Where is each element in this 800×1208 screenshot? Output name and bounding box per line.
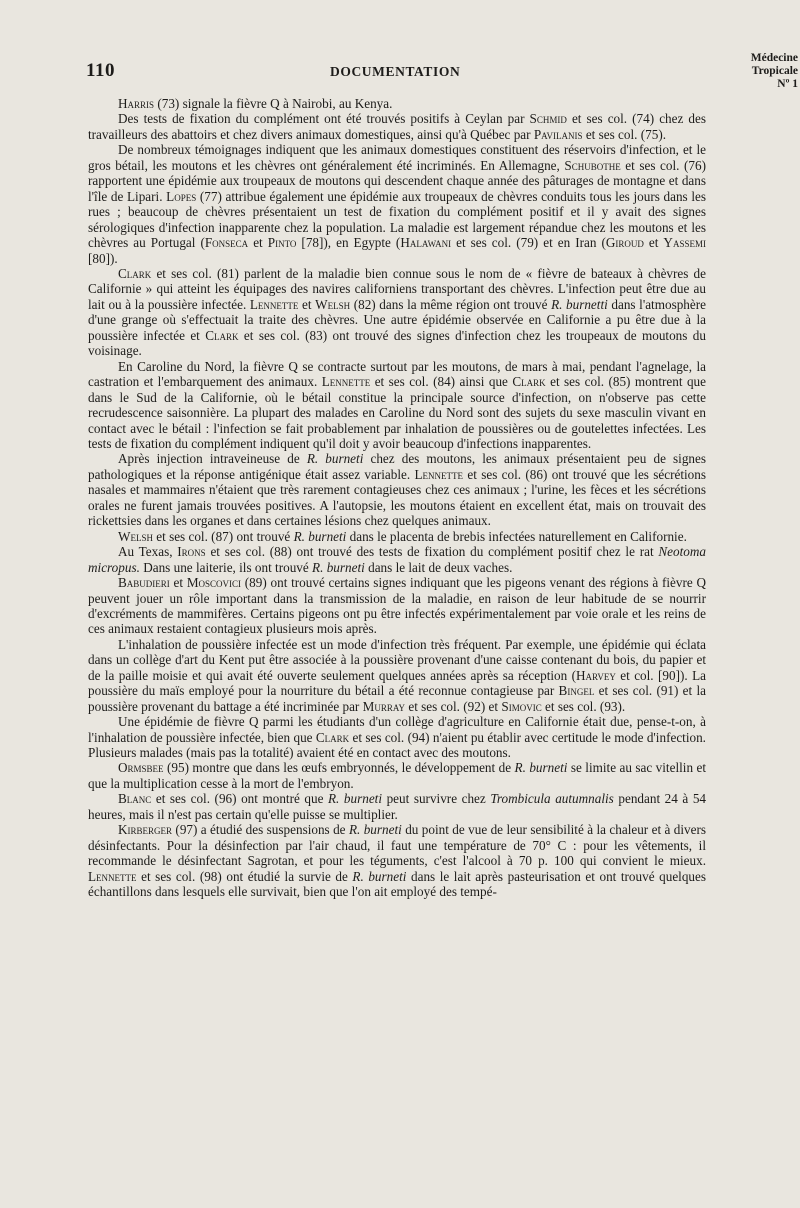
italic-term: R. burneti xyxy=(514,760,568,776)
text-run: et ses col. (98) ont étudié la survie de xyxy=(136,868,353,884)
text-run: et ses col. (84) ainsi que xyxy=(370,374,513,390)
author-name: Blanc xyxy=(118,791,152,807)
text-run: (73) signale la fièvre Q à Nairobi, au Kenya. xyxy=(154,96,393,111)
text-run: et ses col. (81) parlent de la maladie bien connue sous le nom de « fièvre de bateaux à chèvres de Californie » qui atteint les équipages des navires californiens transportant des chèvres. L'infection peut être due au lait ou à la poussière infectée. xyxy=(88,265,706,312)
text-run: et ses col. (85) montrent que dans le Sud de la Californie, où le bétail constitue la principale source d'infection, on n'observe pas cette recrudescence saisonnière. La plupart des malades en Caroline du Nord sont des sujets du sexe masculin vivant en contact avec le bétail : l'infection se fait probablement par inhalation de poussières ou de goutelettes infectées. Les tests de fixation du complément indiquent qu'il doit y avoir beaucoup d'infections inapparentes. xyxy=(88,374,706,451)
journal-tab-line: Tropicale xyxy=(751,65,798,77)
text-run: peut survivre chez xyxy=(382,791,491,807)
paragraph xyxy=(88,96,706,111)
author-name: Schubothe xyxy=(564,157,621,173)
text-run: et ses col. (87) ont trouvé xyxy=(152,528,294,544)
text-run: En Caroline du Nord, la fièvre Q se contracte surtout par les moutons, de mars à mai, pendant l'agnelage, la castration et l'embarquement des animaux. xyxy=(88,358,706,390)
author-name: Clark xyxy=(315,729,350,745)
text-run: et ses col. (96) ont montré que xyxy=(151,791,328,807)
journal-tab-line: Nº 1 xyxy=(777,78,798,90)
text-run: dans le placenta de brebis infectées naturellement en Californie. xyxy=(346,528,687,544)
text-run: pendant 24 à 54 heures, mais il n'est pas certain qu'elle puisse se multiplier. xyxy=(88,791,707,822)
italic-term: Neotoma micropus. xyxy=(88,544,706,575)
text-run: (77) attribue également une épidémie aux troupeaux de chèvres conduits tous les jours dans les rues ; beaucoup de chèvres présentaient un test de fixation du complément positif et il y avait des signes sérologiques d'infection inapparente chez la population. La maladie est largement répandue chez les moutons et les chèvres au Portugal ( xyxy=(88,188,706,251)
text-run: et ses col. (94) n'aient pu établir avec certitude le mode d'infection. Plusieurs malades (mais pas la totalité) avaient été en contact avec des moutons. xyxy=(88,729,706,761)
paragraph xyxy=(88,111,706,142)
author-name: Clark xyxy=(118,265,152,281)
text-run: Des tests de fixation du complément ont été trouvés positifs à Ceylan par xyxy=(118,111,530,127)
italic-term: R. burnetti xyxy=(551,296,608,312)
author-name: Ormsbee xyxy=(118,760,164,776)
text-run: et ses col. (83) ont trouvé des signes d'infection chez les troupeaux de moutons du voisinage. xyxy=(88,327,706,359)
text-run: Dans une laiterie, ils ont trouvé xyxy=(139,559,313,575)
text-run: Après injection intraveineuse de xyxy=(118,451,307,467)
text-run: et ses col. (74) chez des travailleurs des abattoirs et chez divers animaux domestiques, ainsi qu'à Québec par xyxy=(88,111,706,142)
body-text xyxy=(88,96,706,900)
text-run: [78]), en Egypte ( xyxy=(296,235,401,251)
author-name: Harvey xyxy=(576,667,616,683)
author-name: Halawani xyxy=(400,235,452,251)
author-name: Lennette xyxy=(249,296,299,312)
author-name: Pinto xyxy=(267,235,297,251)
paragraph xyxy=(88,529,706,544)
paragraph xyxy=(88,359,706,452)
journal-tab xyxy=(728,52,798,91)
author-name: Moscovici xyxy=(186,575,242,591)
author-name: Lennette xyxy=(321,374,371,390)
author-name: Clark xyxy=(512,374,546,390)
text-run: chez des moutons, les animaux présentaient peu de signes pathologiques et la réponse antigénique était assez variable. xyxy=(88,451,707,482)
text-run: et ses col. (93). xyxy=(541,698,626,714)
text-run: Une épidémie de fièvre Q parmi les étudiants d'un collège d'agriculture en Californie était due, pense-t-on, à l'inhalation de poussière infectée, bien que xyxy=(88,714,706,745)
italic-term: R. burneti xyxy=(306,451,364,467)
author-name: Lopes xyxy=(166,188,197,204)
text-run: du point de vue de leur sensibilité à la chaleur et à divers désinfectants. Pour la désinfection par l'air chaud, il faut une température de 70° C : pour les vêtements, il recommande le désinfectant Sagrotan, et pour les téguments, c'est l'alcool à 70 p. 100 qui convient le mieux. xyxy=(88,822,707,869)
author-name: Schmid xyxy=(529,111,567,127)
text-run: se limite au sac vitellin et que la multiplication cesse à la mort de l'embryon. xyxy=(88,760,706,791)
author-name: Babudieri xyxy=(118,575,170,591)
italic-term: R. burneti xyxy=(328,791,383,807)
author-name: Irons xyxy=(177,544,206,560)
text-run: et xyxy=(643,235,664,251)
text-run: et xyxy=(298,296,316,312)
text-run: et col. [90]). La poussière du maïs employé pour la nourriture du bétail a été reconnue contagieuse par xyxy=(88,667,706,699)
author-name: Pavilanis xyxy=(533,126,583,142)
author-name: Murray xyxy=(362,698,406,714)
author-name: Fonseca xyxy=(204,235,249,251)
text-run: De nombreux témoignages indiquent que les animaux domestiques constituent des réservoirs d'infection, et le gros bétail, les moutons et les chèvres ont généralement été incriminés. En Allemagne, xyxy=(88,142,706,173)
author-name: Lennette xyxy=(88,868,137,884)
paragraph xyxy=(88,760,706,791)
paragraph xyxy=(88,637,706,714)
text-run: et ses col. (75). xyxy=(582,126,667,142)
text-run: dans le lait après pasteurisation et ont trouvé quelques échantillons dans lesquels elle survivait, bien que l'on ait employé des tempé- xyxy=(88,868,707,900)
italic-term: R. burneti xyxy=(293,528,347,544)
author-name: Giroud xyxy=(605,235,644,251)
text-run: et ses col. (76) rapportent une épidémie aux troupeaux de moutons qui descendent chaque année des pâturages de montagne et dans l'île de Lipari. xyxy=(88,157,706,204)
paragraph xyxy=(88,575,706,637)
text-run: (95) montre que dans les œufs embryonnés, le développement de xyxy=(163,760,515,776)
author-name: Welsh xyxy=(315,296,351,312)
paragraph xyxy=(88,822,706,899)
text-run: et ses col. (91) et la poussière provenant du battage a été incriminée par xyxy=(88,683,706,714)
paragraph xyxy=(88,544,706,575)
author-name: Simovic xyxy=(501,698,542,714)
text-run: et ses col. (86) ont trouvé que les sécrétions nasales et mammaires n'étaient que très rarement contagieuses chez ces animaux ; l'urine, les fèces et les sécrétions orales ne furent jamais trouvées positives. A l'autopsie, les moutons étaient en excellent état, mais on trouvait des rickettsies dans les organes et dans certaines lésions chez quelques animaux. xyxy=(88,466,706,529)
paragraph xyxy=(88,451,706,528)
text-run: L'inhalation de poussière infectée est un mode d'infection très fréquent. Par exemple, une épidémie qui éclata dans un collège d'art du Kent put être associée à la poussière provenant d'une caisse contenant du bois, du papier et de la paille moisie et qui avait été ouverte seulement quelques années après sa réception ( xyxy=(88,636,706,683)
italic-term: R. burneti xyxy=(312,559,365,575)
italic-term: Trombicula autumnalis xyxy=(490,791,614,807)
text-run: dans l'atmosphère d'une grange où s'effectuait la traite des chèvres. Une autre épidémie observée en Californie a pu être due à la poussière infectée et xyxy=(88,296,706,343)
journal-tab-line: Médecine xyxy=(750,52,798,64)
author-name: Harris xyxy=(118,96,155,111)
text-run: (89) ont trouvé certains signes indiquant que les pigeons venant des régions à fièvre Q peuvent jouer un rôle important dans la transmission de la maladie, en raison de leur habitude de se nourrir d'excréments de mammifères. Certains pigeons ont pu être infectés expérimentalement par voie orale et les reins de ces animaux restaient contagieux plusieurs mois après. xyxy=(88,575,706,637)
author-name: Kirberger xyxy=(118,822,173,838)
italic-term: R. burneti xyxy=(348,822,402,838)
paragraph xyxy=(88,791,706,822)
paragraph xyxy=(88,714,706,760)
author-name: Yassemi xyxy=(663,235,706,251)
text-run: et xyxy=(169,575,187,591)
text-run: dans le lait de deux vaches. xyxy=(364,559,513,575)
paragraph xyxy=(88,266,706,359)
text-run: (97) a étudié des suspensions de xyxy=(172,822,349,838)
italic-term: R. burneti xyxy=(352,868,407,884)
running-title: DOCUMENTATION xyxy=(330,64,461,79)
paragraph xyxy=(88,142,706,266)
text-run: et ses col. (79) et en Iran ( xyxy=(451,235,606,251)
author-name: Clark xyxy=(205,327,239,343)
text-run: (82) dans la même région ont trouvé xyxy=(350,296,552,312)
text-run: et xyxy=(248,235,268,251)
text-run: et ses col. (88) ont trouvé des tests de fixation du complément positif chez le rat xyxy=(205,544,659,560)
text-run: [80]). xyxy=(88,250,118,266)
text-run: et ses col. (92) et xyxy=(405,698,502,714)
author-name: Bingel xyxy=(558,683,595,699)
page-number: 110 xyxy=(86,60,115,81)
text-run: Au Texas, xyxy=(118,544,178,560)
author-name: Welsh xyxy=(118,528,153,544)
author-name: Lennette xyxy=(414,466,464,482)
